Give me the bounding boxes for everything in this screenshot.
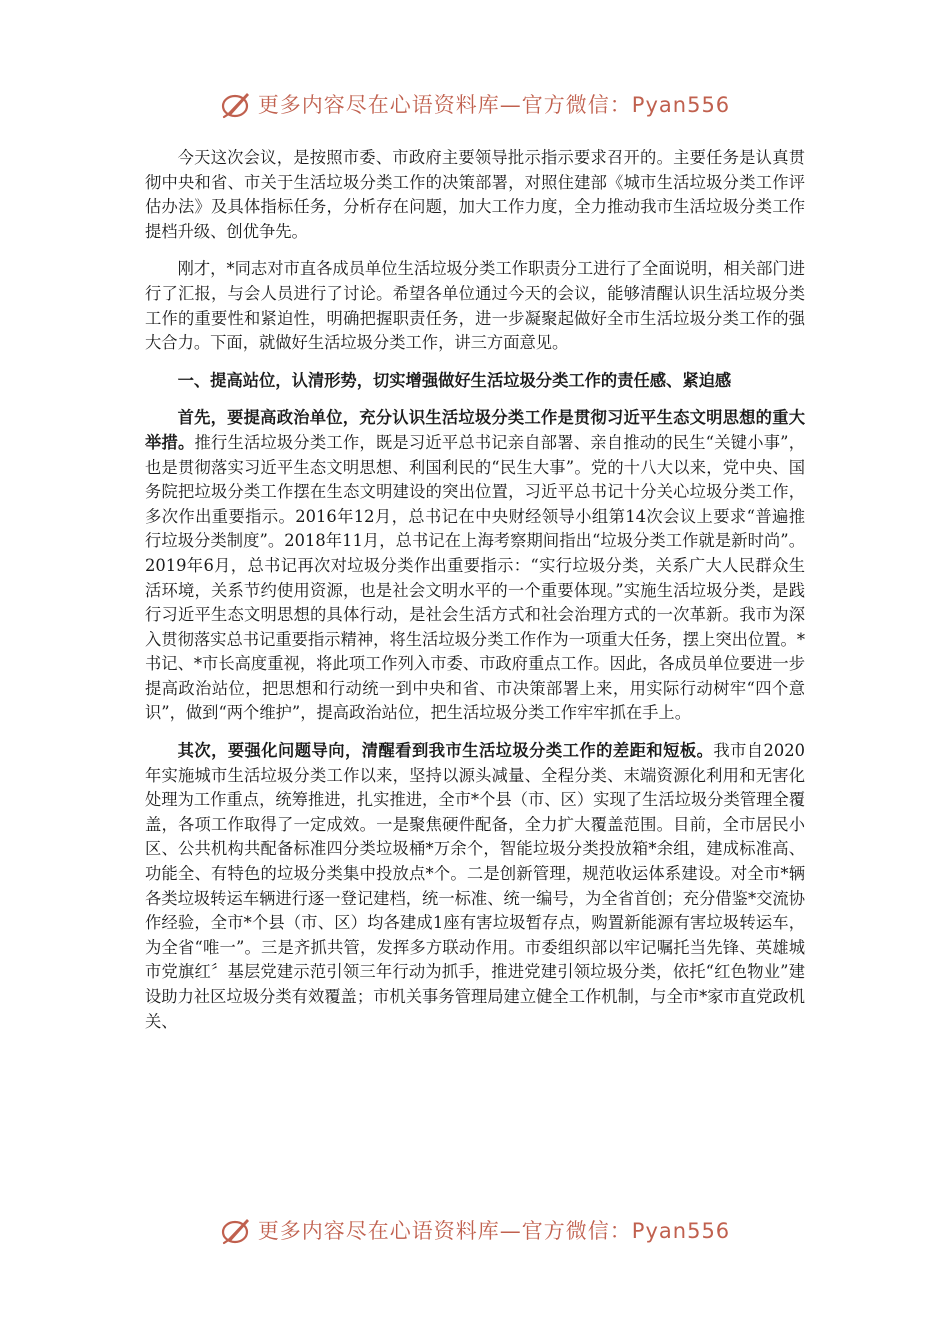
- paragraph-intro: [145, 146, 805, 244]
- quill-pen-logo-icon: [220, 1213, 254, 1247]
- paragraph-text: 推行生活垃圾分类工作，既是习近平总书记亲自部署、亲自推动的民生“关键小事”，也是贯彻落实习近平生态文明思想、利国利民的“民生大事”。党的十八大以来，党中央、国务院把垃圾分类工作摆在生态文明建设的突出位置，习近平总书记十分关心垃圾分类工作，多次作出重要指示。2016年12月，总书记在中央财经领导小组第14次会议上要求“普遍推行垃圾分类制度”。2018年11月，总书记在上海考察期间指出“垃圾分类工作就是新时尚”。2019年6月，总书记再次对垃圾分类作出重要指示：“实行垃圾分类，关系广大人民群众生活环境，关系节约使用资源，也是社会文明水平的一个重要体现。”实施生活垃圾分类，是践行习近平生态文明思想的具体行动，是社会生活方式和社会治理方式的一次革新。我市为深入贯彻落实总书记重要指示精神，将生活垃圾分类工作作为一项重大任务，摆上突出位置。*书记、*市长高度重视，将此项工作列入市委、市政府重点工作。因此，各成员单位要进一步提高政治站位，把思想和行动统一到中央和省、市决策部署上来，用实际行动树牢“四个意识”，做到“两个维护”，提高政治站位，把生活垃圾分类工作牢牢抓在手上。: [145, 432, 805, 723]
- header-banner: [0, 84, 950, 124]
- quill-pen-logo-icon: [220, 87, 254, 121]
- paragraph-lead: 首先，要提高政治单位，充分认识生活垃圾分类工作是贯彻习近平生态文明思想的重大举措。: [145, 408, 805, 452]
- banner-slogan: 更多内容尽在心语资料库—官方微信：Pyan556: [257, 93, 731, 117]
- paragraph-lead: 其次，要强化问题导向，清醒看到我市生活垃圾分类工作的差距和短板。: [177, 741, 714, 761]
- heading-text: 一、提高站位，认清形势，切实增强做好生活垃圾分类工作的责任感、紧迫感: [177, 370, 732, 390]
- section-heading-1: [145, 369, 805, 394]
- banner-slogan: 更多内容尽在心语资料库—官方微信：Pyan556: [257, 1219, 731, 1243]
- paragraph-second-point: [145, 739, 805, 1034]
- document-body: [145, 146, 805, 1047]
- footer-banner: [0, 1210, 950, 1250]
- paragraph-text: 刚才，*同志对市直各成员单位生活垃圾分类工作职责分工进行了全面说明，相关部门进行了汇报，与会人员进行了讨论。希望各单位通过今天的会议，能够清醒认识生活垃圾分类工作的重要性和紧迫性，明确把握职责任务，进一步凝聚起做好全市生活垃圾分类工作的强大合力。下面，就做好生活垃圾分类工作，讲三方面意见。: [145, 259, 805, 353]
- paragraph-summary: [145, 257, 805, 355]
- paragraph-text: 我市自2020年实施城市生活垃圾分类工作以来，坚持以源头减量、全程分类、末端资源化利用和无害化处理为工作重点，统筹推进，扎实推进，全市*个县（市、区）实现了生活垃圾分类管理全覆盖，各项工作取得了一定成效。一是聚焦硬件配备，全力扩大覆盖范围。目前，全市居民小区、公共机构共配备标准四分类垃圾桶*万余个，智能垃圾分类投放箱*余组，建成标准高、功能全、有特色的垃圾分类集中投放点*个。二是创新管理，规范收运体系建设。对全市*辆各类垃圾转运车辆进行逐一登记建档，统一标准、统一编号，为全省首创；充分借鉴*交流协作经验，全市*个县（市、区）均各建成1座有害垃圾暂存点，购置新能源有害垃圾转运车，为全省“唯一”。三是齐抓共管，发挥多方联动作用。市委组织部以牢记嘱托当先锋、英雄城市党旗红〞基层党建示范引领三年行动为抓手，推进党建引领垃圾分类，依托“红色物业”建设助力社区垃圾分类有效覆盖；市机关事务管理局建立健全工作机制，与全市*家市直党政机关、: [145, 741, 805, 1031]
- paragraph-first-point: [145, 406, 805, 726]
- paragraph-text: 今天这次会议，是按照市委、市政府主要领导批示指示要求召开的。主要任务是认真贯彻中央和省、市关于生活垃圾分类工作的决策部署，对照住建部《城市生活垃圾分类工作评估办法》及具体指标任务，分析存在问题，加大工作力度，全力推动我市生活垃圾分类工作提档升级、创优争先。: [145, 148, 805, 241]
